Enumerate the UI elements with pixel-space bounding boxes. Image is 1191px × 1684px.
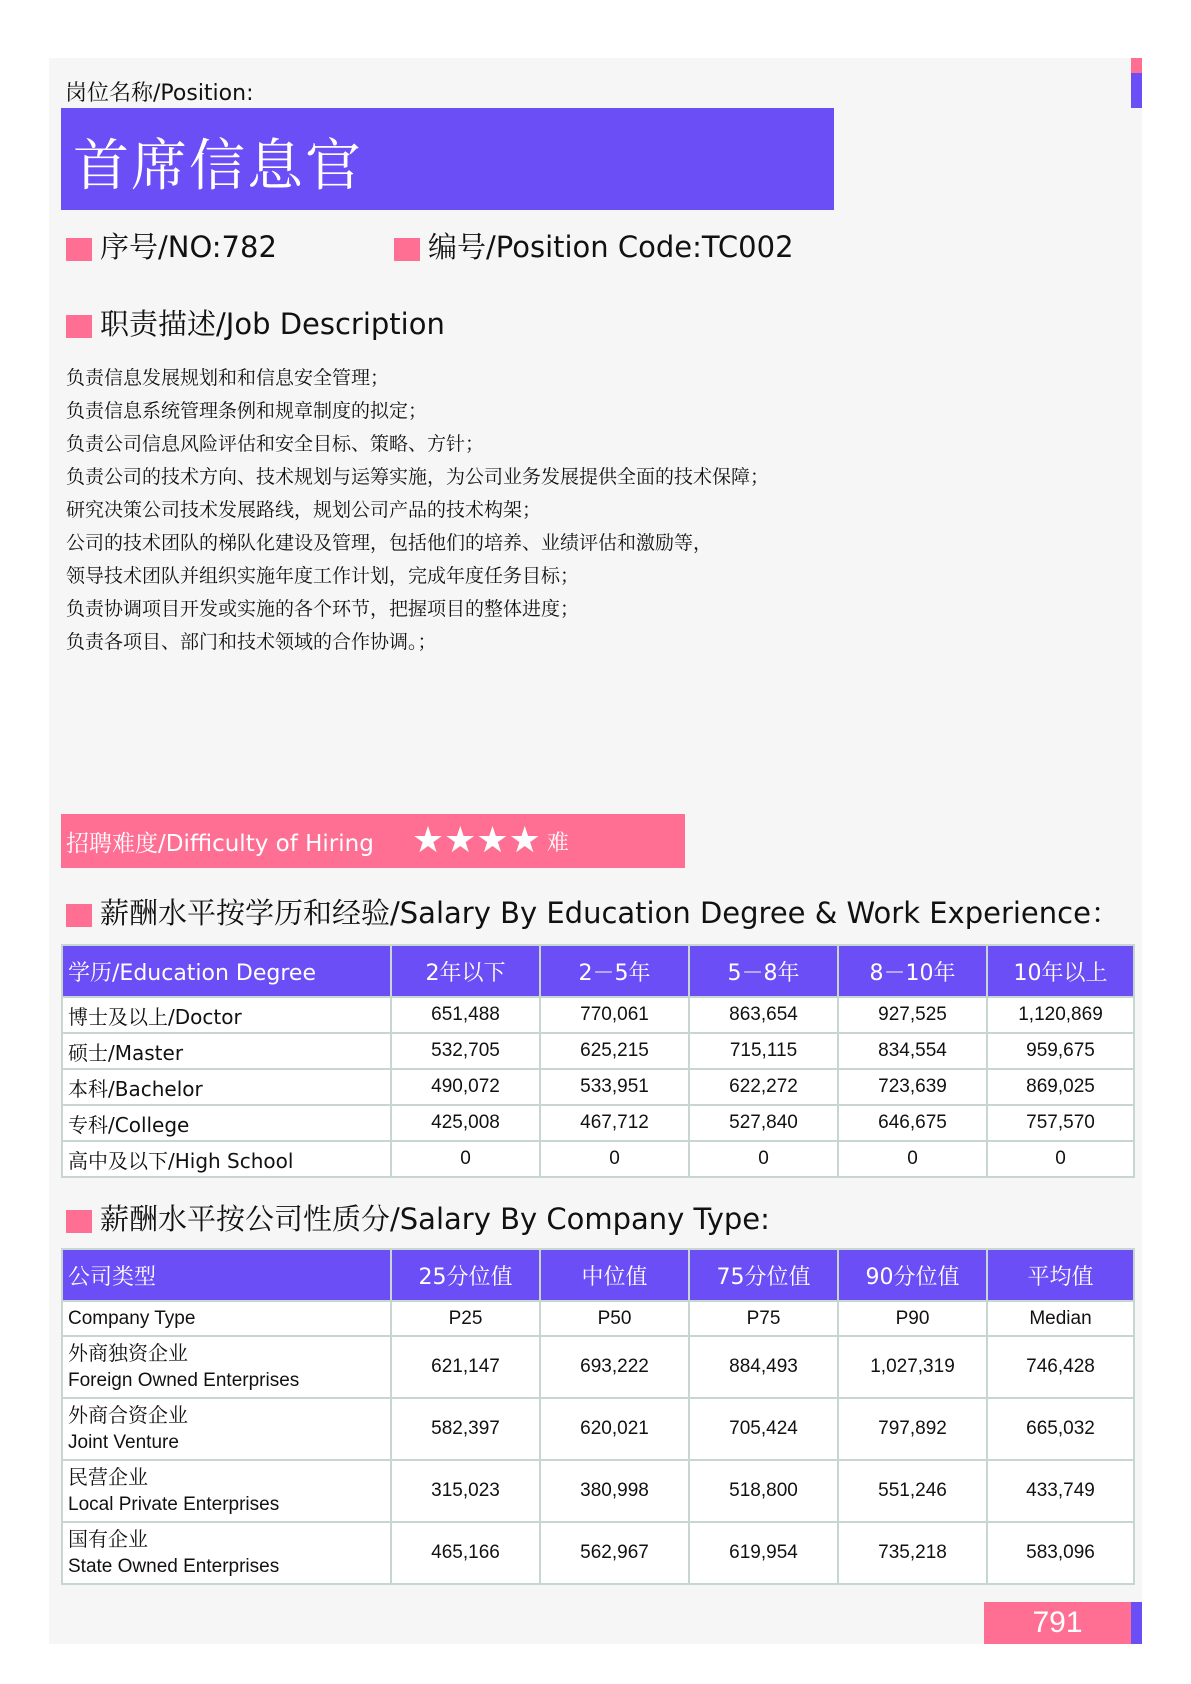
column-header: 2－5年	[540, 945, 689, 997]
row-label-en: State Owned Enterprises	[68, 1556, 280, 1577]
column-header: 2年以下	[391, 945, 540, 997]
hiring-difficulty-label: 招聘难度/Difficulty of Hiring	[66, 830, 374, 857]
row-label-en: Local Private Enterprises	[68, 1494, 280, 1515]
column-header: 10年以上	[987, 945, 1134, 997]
salary-by-company-heading-text: 薪酬水平按公司性质分/Salary By Company Type:	[100, 1202, 770, 1236]
duty-item: 负责协调项目开发或实施的各个环节，把握项目的整体进度；	[66, 598, 580, 620]
row-label: 高中及以下/High School	[62, 1141, 391, 1177]
table-cell: 433,749	[987, 1460, 1134, 1522]
table-cell: 927,525	[838, 997, 987, 1033]
table-cell: 0	[391, 1141, 540, 1177]
column-header: 5－8年	[689, 945, 838, 997]
table-cell: 425,008	[391, 1105, 540, 1141]
column-header: 25分位值	[391, 1249, 540, 1301]
row-label-cn: 外商合资企业	[68, 1403, 188, 1427]
corner-accent-pink	[1131, 58, 1142, 73]
column-header: 中位值	[540, 1249, 689, 1301]
position-title: 首席信息官	[73, 134, 363, 199]
table-cell: 651,488	[391, 997, 540, 1033]
salary-by-education-heading	[66, 895, 1120, 931]
table-cell: 1,027,319	[838, 1336, 987, 1398]
table-cell: 863,654	[689, 997, 838, 1033]
table-cell: 533,951	[540, 1069, 689, 1105]
column-header: 平均值	[987, 1249, 1134, 1301]
row-label-cn: 外商独资企业	[68, 1341, 188, 1365]
position-code-row	[394, 229, 794, 265]
table-subheader-row	[62, 1301, 1134, 1336]
position-code: 编号/Position Code:TC002	[428, 230, 794, 264]
table-cell: 621,147	[391, 1336, 540, 1398]
row-label-cn: 国有企业	[68, 1527, 148, 1551]
table-cell: 715,115	[689, 1033, 838, 1069]
pink-square-bullet-icon	[66, 315, 92, 338]
table-cell: 797,892	[838, 1398, 987, 1460]
hiring-difficulty-level: 难	[546, 830, 569, 856]
table-row	[62, 1460, 1134, 1522]
table-row	[62, 1033, 1134, 1069]
table-cell: 665,032	[987, 1398, 1134, 1460]
table-cell: 723,639	[838, 1069, 987, 1105]
table-cell: 0	[838, 1141, 987, 1177]
page-number: 791	[984, 1602, 1131, 1644]
table-cell: 562,967	[540, 1522, 689, 1584]
row-label	[62, 1336, 391, 1398]
table-cell: 619,954	[689, 1522, 838, 1584]
table-row	[62, 1069, 1134, 1105]
serial-number-row	[66, 229, 277, 265]
salary-by-education-table	[61, 944, 1135, 1178]
row-label	[62, 1398, 391, 1460]
position-label: 岗位名称/Position:	[65, 81, 254, 106]
job-description-heading	[66, 306, 445, 342]
row-label	[62, 1522, 391, 1584]
column-header: 学历/Education Degree	[62, 945, 391, 997]
column-header: 90分位值	[838, 1249, 987, 1301]
table-row	[62, 1522, 1134, 1584]
duty-item: 领导技术团队并组织实施年度工作计划，完成年度任务目标；	[66, 565, 580, 587]
table-cell: 467,712	[540, 1105, 689, 1141]
table-row	[62, 1141, 1134, 1177]
pink-square-bullet-icon	[66, 1210, 92, 1233]
table-cell: 746,428	[987, 1336, 1134, 1398]
serial-number: 序号/NO:782	[100, 230, 277, 264]
table-cell: 583,096	[987, 1522, 1134, 1584]
duty-item: 负责公司信息风险评估和安全目标、策略、方针；	[66, 433, 485, 455]
table-cell: 693,222	[540, 1336, 689, 1398]
pink-square-bullet-icon	[66, 238, 92, 261]
job-description-heading-text: 职责描述/Job Description	[100, 307, 445, 341]
duty-item: 负责公司的技术方向、技术规划与运筹实施，为公司业务发展提供全面的技术保障；	[66, 466, 770, 488]
table-cell: 380,998	[540, 1460, 689, 1522]
table-cell: 757,570	[987, 1105, 1134, 1141]
row-label: 专科/College	[62, 1105, 391, 1141]
table-cell: 551,246	[838, 1460, 987, 1522]
column-header: 公司类型	[62, 1249, 391, 1301]
table-row	[62, 1398, 1134, 1460]
pink-square-bullet-icon	[66, 904, 92, 927]
corner-accent-purple	[1131, 73, 1142, 108]
table-cell: 0	[689, 1141, 838, 1177]
table-cell: 518,800	[689, 1460, 838, 1522]
row-label-cn: 民营企业	[68, 1465, 148, 1489]
table-cell: 490,072	[391, 1069, 540, 1105]
table-cell: 620,021	[540, 1398, 689, 1460]
subheader-cell: Median	[987, 1301, 1134, 1336]
corner-accent-bottom	[1131, 1602, 1142, 1644]
salary-by-company-table	[61, 1248, 1135, 1585]
table-row	[62, 997, 1134, 1033]
row-label-en: Foreign Owned Enterprises	[68, 1370, 300, 1391]
table-cell: 532,705	[391, 1033, 540, 1069]
corner-accent-top	[1131, 58, 1142, 108]
subheader-cell: P75	[689, 1301, 838, 1336]
column-header: 8－10年	[838, 945, 987, 997]
duty-item: 研究决策公司技术发展路线，规划公司产品的技术构架；	[66, 499, 542, 521]
duty-item: 负责各项目、部门和技术领域的合作协调。；	[66, 631, 437, 653]
title-banner	[61, 108, 834, 210]
table-cell: 884,493	[689, 1336, 838, 1398]
table-cell: 705,424	[689, 1398, 838, 1460]
table-cell: 0	[987, 1141, 1134, 1177]
column-header: 75分位值	[689, 1249, 838, 1301]
table-cell: 735,218	[838, 1522, 987, 1584]
table-cell: 527,840	[689, 1105, 838, 1141]
subheader-cell: P25	[391, 1301, 540, 1336]
table-cell: 622,272	[689, 1069, 838, 1105]
subheader-cell: Company Type	[62, 1301, 391, 1336]
row-label-en: Joint Venture	[68, 1432, 179, 1453]
pink-square-bullet-icon	[394, 238, 420, 261]
row-label: 本科/Bachelor	[62, 1069, 391, 1105]
table-cell: 834,554	[838, 1033, 987, 1069]
table-cell: 869,025	[987, 1069, 1134, 1105]
table-cell: 625,215	[540, 1033, 689, 1069]
hiring-difficulty-bar	[61, 814, 685, 868]
table-cell: 0	[540, 1141, 689, 1177]
table-header-row	[62, 945, 1134, 997]
table-header-row	[62, 1249, 1134, 1301]
duty-item: 负责信息发展规划和和信息安全管理；	[66, 367, 390, 389]
salary-by-education-heading-text: 薪酬水平按学历和经验/Salary By Education Degree & Work Experience：	[100, 896, 1120, 930]
subheader-cell: P50	[540, 1301, 689, 1336]
star-rating-icon: ★★★★	[411, 820, 541, 861]
duty-item: 公司的技术团队的梯队化建设及管理，包括他们的培养、业绩评估和激励等，	[66, 532, 713, 554]
table-cell: 315,023	[391, 1460, 540, 1522]
row-label: 硕士/Master	[62, 1033, 391, 1069]
subheader-cell: P90	[838, 1301, 987, 1336]
job-duties-list	[66, 362, 826, 659]
table-cell: 465,166	[391, 1522, 540, 1584]
table-cell: 646,675	[838, 1105, 987, 1141]
duty-item: 负责信息系统管理条例和规章制度的拟定；	[66, 400, 428, 422]
salary-by-company-heading	[66, 1201, 770, 1237]
row-label: 博士及以上/Doctor	[62, 997, 391, 1033]
table-cell: 582,397	[391, 1398, 540, 1460]
row-label	[62, 1460, 391, 1522]
table-cell: 770,061	[540, 997, 689, 1033]
table-cell: 1,120,869	[987, 997, 1134, 1033]
table-cell: 959,675	[987, 1033, 1134, 1069]
table-row	[62, 1105, 1134, 1141]
table-row	[62, 1336, 1134, 1398]
